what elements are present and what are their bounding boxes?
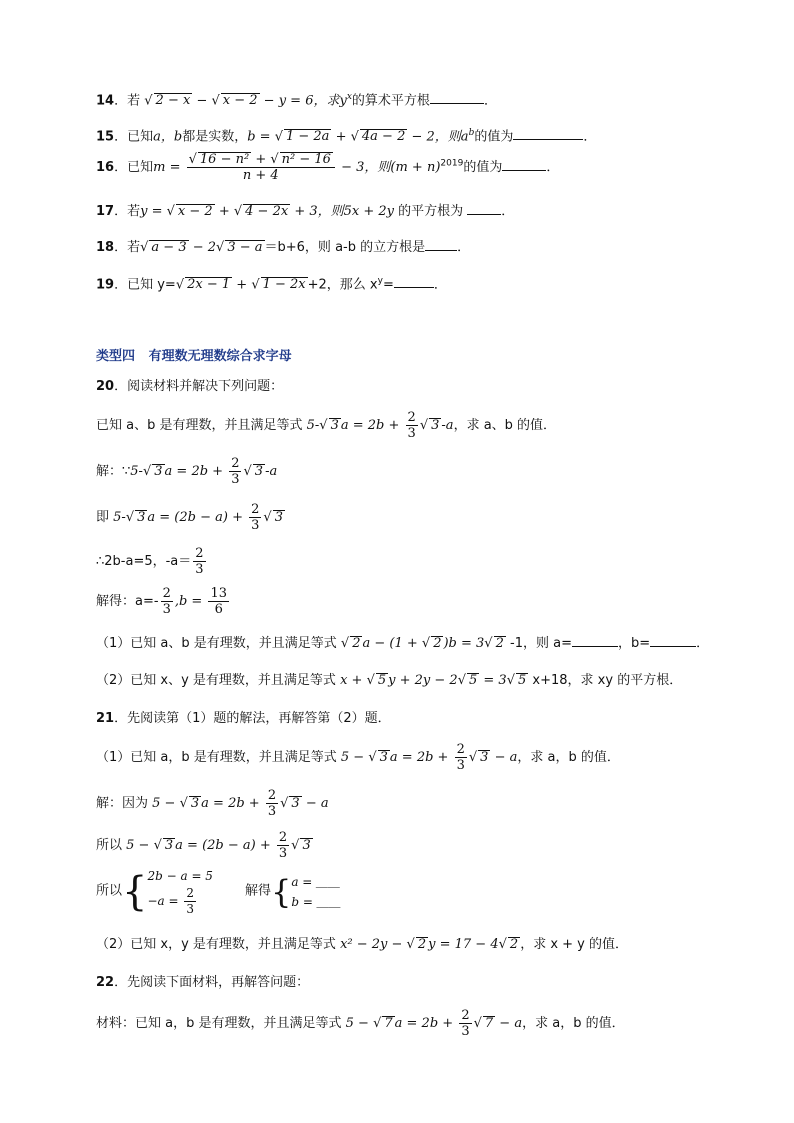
question-18: 18．若√ a − 3 − 2√ 3 − a ＝b+6，则 a-b 的立方根是 ． bbox=[96, 236, 470, 257]
radicand: 2 bbox=[417, 937, 427, 952]
radicand: a − 3 bbox=[151, 240, 187, 255]
numerator: 2 bbox=[195, 546, 204, 561]
radicand: 1 − 2x bbox=[262, 277, 306, 293]
denominator: 3 bbox=[162, 602, 171, 617]
question-number: 20 bbox=[96, 379, 115, 394]
question-21-intro bbox=[96, 710, 391, 728]
question-text: 的算术平方根 bbox=[351, 93, 430, 109]
exponent: b bbox=[468, 128, 475, 138]
question-text: ．已知 bbox=[114, 160, 154, 175]
math-text: a = (2b − a) + bbox=[147, 510, 248, 525]
fraction bbox=[455, 742, 467, 773]
fraction bbox=[406, 410, 418, 441]
denominator: 3 bbox=[278, 846, 288, 861]
radicand: 3 bbox=[164, 838, 174, 853]
question-text: （1）已知 a，b 是有理数，并且满足等式 bbox=[96, 750, 341, 765]
section-label: 类型四 bbox=[96, 349, 136, 364]
left-brace: { bbox=[270, 872, 292, 911]
question-text: +2，那么 x bbox=[307, 277, 378, 293]
radicand: 2 − x bbox=[155, 93, 191, 109]
denominator: 3 bbox=[407, 426, 416, 441]
q20-part2: （2）已知 x、y 是有理数，并且满足等式 x + √ 5 y + 2y − 2√ 5 = 3√ 5 x+18，求 xy 的平方根． bbox=[96, 673, 683, 688]
denominator: n + 4 bbox=[242, 168, 279, 183]
q20-line2: 解：∵5-√ 3 a = 2b + $\frac{2}{3}$ √ 3 -a bbox=[96, 456, 278, 487]
question-number: 16 bbox=[96, 160, 115, 175]
q20-part1: （1）已知 a、b 是有理数，并且满足等式 √ 2 a − (1 + √ 2 )b = 3√ 2 -1，则 a= ，b= ． bbox=[96, 632, 709, 653]
answer-blank[interactable] bbox=[467, 200, 501, 215]
radicand: 3 bbox=[154, 464, 163, 479]
answer-blank-b[interactable] bbox=[650, 632, 696, 647]
equation-row: 2b − a = 5 bbox=[147, 869, 213, 883]
radicand: 3 − a bbox=[227, 240, 263, 255]
denominator: 3 bbox=[267, 804, 277, 819]
question-22-intro bbox=[96, 974, 309, 992]
radicand: 2 bbox=[495, 636, 504, 651]
exponent: y bbox=[377, 276, 383, 286]
question-16 bbox=[96, 152, 559, 183]
math-text: y + 2y − 2 bbox=[388, 673, 458, 688]
question-text: （1）已知 a、b 是有理数，并且满足等式 bbox=[96, 636, 341, 651]
numerator: 2 bbox=[278, 830, 288, 845]
fraction bbox=[161, 586, 173, 617]
question-text: ，求 a、b 的值． bbox=[453, 418, 557, 433]
question-text: 都是实数， bbox=[182, 129, 248, 145]
question-text: （2）已知 x，y 是有理数，并且满足等式 bbox=[96, 937, 341, 952]
math-text: 5x + 2y bbox=[343, 204, 394, 219]
math-text: 5- bbox=[306, 418, 320, 433]
math-text: a = (2b − a) + bbox=[175, 838, 275, 853]
math-text: )b = 3 bbox=[443, 636, 485, 651]
period: ． bbox=[501, 204, 515, 219]
question-15: 15．已知a，b都是实数，b = √ 1 − 2a + √ 4a − 2 − 2，则$a^b$的值为 ． bbox=[96, 124, 596, 146]
math-var: a，b bbox=[153, 129, 183, 145]
question-text: ．已知 y= bbox=[114, 277, 176, 293]
radicand: 3 bbox=[431, 418, 440, 433]
answer-a[interactable]: a = ＿＿ bbox=[291, 874, 341, 889]
radicand: 2 bbox=[433, 636, 442, 651]
question-number: 21 bbox=[96, 711, 115, 726]
question-text: ．已知 bbox=[114, 129, 154, 145]
fraction bbox=[184, 886, 196, 917]
question-number: 17 bbox=[96, 204, 115, 219]
question-text: ．先阅读第（1）题的解法，再解答第（2）题． bbox=[114, 711, 391, 726]
math-text: b = bbox=[247, 129, 275, 145]
answer-system bbox=[291, 872, 340, 912]
question-text: ，求 a，b 的值． bbox=[517, 750, 620, 765]
q21-part1: （1）已知 a，b 是有理数，并且满足等式 5 − √ 3 a = 2b + $\frac{2}{3}$ √ 3 − a，求 a，b 的值． bbox=[96, 742, 620, 773]
numerator: 13 bbox=[210, 586, 228, 601]
radicand: x − 2 bbox=[177, 204, 213, 219]
denominator: 3 bbox=[461, 1024, 470, 1039]
question-text: （2）已知 x、y 是有理数，并且满足等式 bbox=[96, 673, 341, 688]
math-text: + bbox=[214, 204, 234, 219]
radicand: 3 bbox=[274, 510, 283, 525]
math-text: − bbox=[192, 93, 212, 109]
q20-line5 bbox=[96, 586, 231, 617]
question-text: ＝b+6，则 a-b 的立方根是 bbox=[264, 240, 426, 255]
question-text: ．若 bbox=[114, 93, 141, 109]
question-17: 17．若y = √ x − 2 + √ 4 − 2x + 3，则5x + 2y 的平方根为 ． bbox=[96, 200, 514, 221]
math-text: 5 − bbox=[345, 1016, 374, 1031]
answer-blank-a[interactable] bbox=[572, 632, 618, 647]
radicand: 3 bbox=[291, 796, 300, 811]
period: ． bbox=[696, 636, 710, 651]
radicand: 3 bbox=[379, 750, 388, 765]
answer-blank[interactable] bbox=[513, 125, 583, 140]
math-text: + bbox=[251, 152, 271, 167]
denominator: 3 bbox=[456, 758, 465, 773]
numerator: 2 bbox=[162, 586, 171, 601]
question-text: -1，则 a= bbox=[505, 636, 572, 651]
numerator: 2 bbox=[456, 742, 465, 757]
math-text: ,b = bbox=[174, 594, 207, 609]
math-text: -a bbox=[441, 418, 454, 433]
denominator: 3 bbox=[231, 472, 240, 487]
denominator: 6 bbox=[214, 602, 223, 617]
numerator: 2 bbox=[251, 502, 260, 517]
question-text: 即 bbox=[96, 510, 114, 525]
equation-row: −a = bbox=[147, 894, 183, 908]
question-number: 15 bbox=[96, 129, 115, 145]
math-text: − 2，则 bbox=[407, 129, 461, 145]
math-text: − y = 6，求 bbox=[259, 93, 340, 109]
exponent: x bbox=[346, 92, 352, 102]
fraction bbox=[277, 830, 289, 861]
question-text: ．阅读材料并解决下列问题： bbox=[114, 379, 284, 394]
answer-b[interactable]: b = ＿＿ bbox=[291, 894, 341, 909]
q20-line1: 已知 a、b 是有理数，并且满足等式 5-√ 3 a = 2b + $\frac{2}{3}$ √ 3 -a，求 a、b 的值． bbox=[96, 410, 557, 441]
answer-blank[interactable] bbox=[394, 273, 434, 288]
math-text: − a bbox=[495, 1016, 523, 1031]
question-text: 解：因为 bbox=[96, 796, 153, 811]
question-text: 解得：a=- bbox=[96, 594, 159, 609]
radicand: 1 − 2a bbox=[285, 129, 330, 145]
numerator: 2 bbox=[231, 456, 240, 471]
math-text: a = 2b + bbox=[201, 796, 264, 811]
question-text: ，求 a，b 的值． bbox=[522, 1016, 625, 1031]
math-text: y = 17 − 4 bbox=[428, 937, 499, 952]
question-text: 材料：已知 a，b 是有理数，并且满足等式 bbox=[96, 1016, 346, 1031]
radicand: 3 bbox=[137, 510, 146, 525]
fraction bbox=[229, 456, 241, 487]
period: ． bbox=[457, 240, 471, 255]
math-text: + 3，则 bbox=[290, 204, 344, 219]
question-number: 14 bbox=[96, 93, 115, 109]
exponent: 2019 bbox=[440, 158, 464, 169]
fraction bbox=[249, 502, 261, 533]
math-text: a = 2b + bbox=[394, 1016, 458, 1031]
radicand: 2 bbox=[509, 937, 519, 952]
question-number: 18 bbox=[96, 240, 115, 255]
left-brace: { bbox=[122, 868, 148, 915]
q21-sol3 bbox=[96, 866, 341, 917]
radicand: 3 bbox=[302, 838, 311, 853]
fraction: $\frac{\text{√ 16 − n² + √ n² − 16}}{n + 4}$ bbox=[187, 152, 335, 183]
denominator: 3 bbox=[251, 518, 260, 533]
period: ． bbox=[483, 93, 497, 109]
question-text: 的平方根为 bbox=[394, 204, 468, 219]
question-14: 14．若 √ 2 − x − √ x − 2 − y = 6，求$y^x$的算术平方根 ． bbox=[96, 88, 497, 110]
denominator: 3 bbox=[195, 562, 204, 577]
radicand: 3 bbox=[190, 796, 200, 811]
question-text: ．若 bbox=[114, 204, 141, 219]
math-text: a = 2b + bbox=[340, 418, 404, 433]
question-number: 22 bbox=[96, 975, 115, 990]
question-number: 19 bbox=[96, 277, 115, 293]
section-heading bbox=[96, 348, 292, 366]
fraction bbox=[208, 586, 229, 617]
math-var: a bbox=[460, 129, 469, 145]
radicand: 5 bbox=[518, 673, 527, 688]
question-19: 19．已知 y=√ 2x − 1 + √ 1 − 2x +2，那么 $x^y=$ ． bbox=[96, 272, 447, 294]
denominator: 3 bbox=[186, 902, 195, 916]
radicand: 2 bbox=[352, 636, 361, 651]
radicand: x − 2 bbox=[222, 93, 258, 109]
numerator: 2 bbox=[461, 1008, 470, 1023]
radicand: 3 bbox=[254, 464, 264, 479]
radicand: n² − 16 bbox=[281, 152, 331, 167]
period: ． bbox=[583, 129, 597, 145]
section-title: 有理数无理数综合求字母 bbox=[148, 349, 292, 364]
q20-line4 bbox=[96, 546, 208, 577]
math-text: a = 2b + bbox=[389, 750, 453, 765]
question-text: x+18，求 xy 的平方根． bbox=[528, 673, 683, 688]
radicand: 4 − 2x bbox=[245, 204, 289, 219]
math-text: − a bbox=[490, 750, 518, 765]
math-text: 5 − bbox=[340, 750, 369, 765]
math-text: + bbox=[232, 277, 252, 293]
question-text: ，b= bbox=[617, 636, 651, 651]
numerator: 2 bbox=[186, 886, 195, 900]
question-text: 解：∵ bbox=[96, 464, 131, 479]
fraction bbox=[266, 788, 278, 819]
math-text: y = bbox=[140, 204, 167, 219]
question-text: 的值为 bbox=[474, 129, 514, 145]
math-text: a = 2b + bbox=[164, 464, 228, 479]
radicand: 16 − n² bbox=[199, 152, 250, 167]
question-text: ．若 bbox=[114, 240, 141, 255]
numerator: 2 bbox=[407, 410, 416, 425]
answer-blank[interactable] bbox=[502, 156, 546, 171]
question-text: 的值为 bbox=[463, 160, 503, 175]
answer-blank[interactable] bbox=[430, 89, 484, 104]
math-text: m = bbox=[153, 160, 185, 175]
math-text: − 3，则 bbox=[336, 160, 391, 175]
numerator: 2 bbox=[267, 788, 277, 803]
radicand: 7 bbox=[484, 1016, 494, 1031]
radicand: 5 bbox=[377, 673, 387, 688]
math-text: − 2 bbox=[188, 240, 217, 255]
math-text: 5 − bbox=[152, 796, 180, 811]
math-text: x + bbox=[340, 673, 367, 688]
q21-sol2: 所以 5 − √ 3 a = (2b − a) + $\frac{2}{3}$ √ 3 bbox=[96, 830, 311, 861]
question-text: ，求 x + y 的值． bbox=[520, 937, 628, 952]
math-text: 5 − bbox=[126, 838, 154, 853]
fraction bbox=[459, 1008, 471, 1039]
question-text: 已知 a、b 是有理数，并且满足等式 bbox=[96, 418, 307, 433]
equation-system bbox=[147, 866, 212, 917]
question-text: 解得 bbox=[244, 883, 271, 899]
question-text: 所以 bbox=[96, 883, 123, 899]
radicand: 3 bbox=[330, 418, 339, 433]
math-text: = 3 bbox=[479, 673, 507, 688]
radicand: 4a − 2 bbox=[361, 129, 406, 145]
math-text: 5- bbox=[113, 510, 126, 525]
question-text: ∴2b-a=5，-a＝ bbox=[96, 554, 192, 569]
fraction bbox=[193, 546, 205, 577]
q21-sol1: 解：因为 5 − √ 3 a = 2b + $\frac{2}{3}$ √ 3 − a bbox=[96, 788, 329, 819]
math-text: + bbox=[331, 129, 351, 145]
math-text: a − (1 + bbox=[362, 636, 422, 651]
answer-blank[interactable] bbox=[425, 236, 457, 251]
math-text: = bbox=[382, 277, 394, 293]
radicand: 7 bbox=[384, 1016, 393, 1031]
period: ． bbox=[433, 277, 447, 293]
math-var: y bbox=[339, 93, 347, 109]
math-text: -a bbox=[265, 464, 278, 479]
question-text: ．先阅读下面材料，再解答问题： bbox=[114, 975, 310, 990]
math-text: 5- bbox=[130, 464, 143, 479]
question-text: 所以 bbox=[96, 838, 127, 853]
radicand: 3 bbox=[480, 750, 489, 765]
math-text: (m + n) bbox=[390, 160, 441, 175]
radicand: 2x − 1 bbox=[187, 277, 231, 293]
q22-material: 材料：已知 a，b 是有理数，并且满足等式 5 − √ 7 a = 2b + $\frac{2}{3}$ √ 7 − a，求 a，b 的值． bbox=[96, 1008, 625, 1039]
question-20-intro bbox=[96, 378, 283, 396]
math-text: − a bbox=[301, 796, 329, 811]
q20-line3: 即 5-√ 3 a = (2b − a) + $\frac{2}{3}$ √ 3 bbox=[96, 502, 283, 533]
radicand: 5 bbox=[468, 673, 478, 688]
q21-part2: （2）已知 x，y 是有理数，并且满足等式 x² − 2y − √ 2 y = 17 − 4√ 2 ，求 x + y 的值． bbox=[96, 937, 628, 952]
math-text: x² − 2y − bbox=[340, 937, 407, 952]
period: ． bbox=[546, 160, 560, 175]
